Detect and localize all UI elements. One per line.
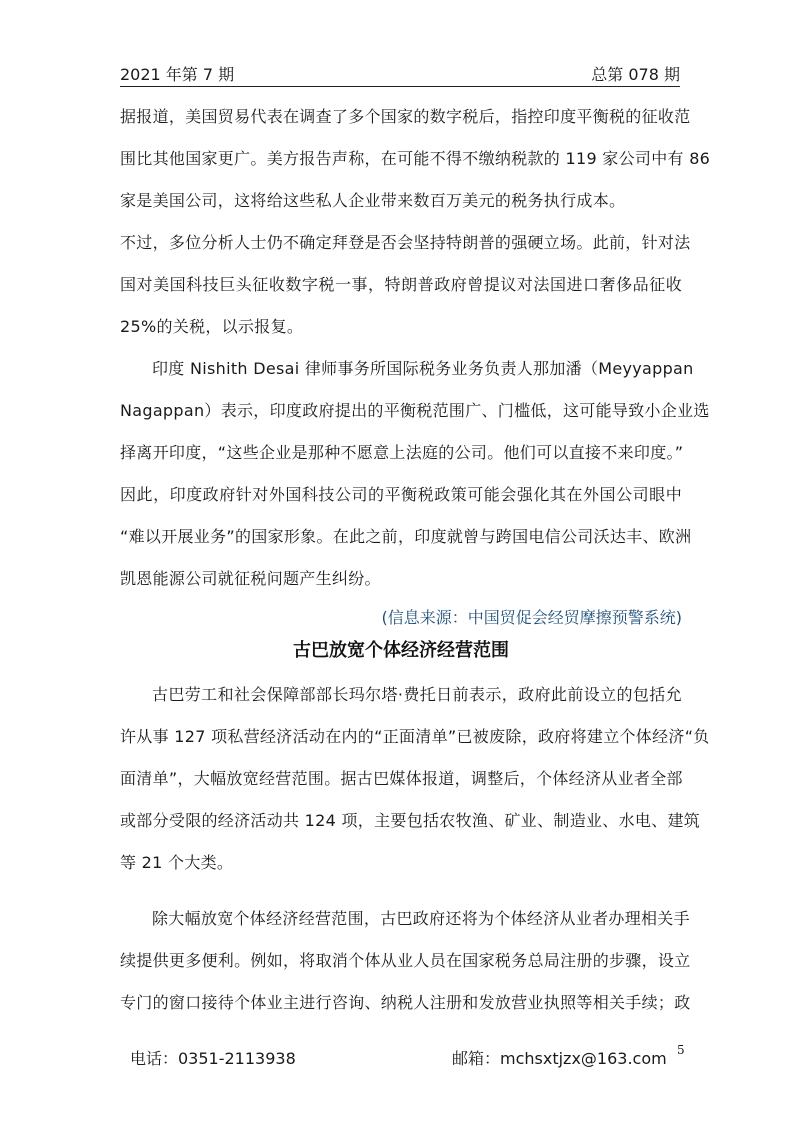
text-line: 除大幅放宽个体经济经营范围，古巴政府还将为个体经济从业者办理相关手 [152,909,690,928]
source-citation: (信息来源：中国贸促会经贸摩擦预警系统) [381,608,682,627]
text-line: 25%的关税，以示报复。 [120,317,304,336]
text-line: 因此，印度政府针对外国科技公司的平衡税政策可能会强化其在外国公司眼中 [120,485,682,504]
text-line: Nagappan）表示，印度政府提出的平衡税范围广、门槛低，这可能导致小企业选 [120,401,710,420]
text-line: 印度 Nishith Desai 律师事务所国际税务业务负责人那加潘（Meyyappan [152,359,694,378]
text-line: 家是美国公司，这将给这些私人企业带来数百万美元的税务执行成本。 [120,191,626,210]
paragraph-analysts [120,222,691,348]
text-line: “难以开展业务”的国家形象。在此之前，印度就曾与跨国电信公司沃达丰、欧洲 [120,527,692,546]
issue-label: 2021 年第 7 期 [120,65,235,84]
text-line: 围比其他国家更广。美方报告声称，在可能不得不缴纳税款的 119 家公司中有 86 [120,149,711,168]
paragraph-cuba-facilitation [120,898,691,1024]
paragraph-gap [120,884,682,898]
total-issue-label: 总第 078 期 [591,65,680,84]
article-title: 古巴放宽个体经济经营范围 [293,640,509,661]
paragraph-nishith-desai [120,348,710,600]
page-content [120,96,711,1024]
page-header [120,58,680,87]
text-line: 不过，多位分析人士仍不确定拜登是否会坚持特朗普的强硬立场。此前，针对法 [120,233,691,252]
text-line: 国对美国科技巨头征收数字税一事，特朗普政府曾提议对法国进口奢侈品征收 [120,275,682,294]
text-line: 许从事 127 项私营经济活动在内的“正面清单”已被废除，政府将建立个体经济“负 [120,727,710,746]
text-line: 或部分受限的经济活动共 124 项，主要包括农牧渔、矿业、制造业、水电、建筑 [120,811,701,830]
text-line: 续提供更多便利。例如，将取消个体从业人员在国家税务总局注册的步骤，设立 [120,951,691,970]
footer-email: 邮箱：mchsxtjzx@163.com [452,1049,667,1068]
footer-phone: 电话：0351-2113938 [130,1049,296,1068]
page-number: 5 [677,1043,685,1057]
paragraph-cuba-negative-list [120,674,710,884]
text-line: 面清单”，大幅放宽经营范围。据古巴媒体报道，调整后，个体经济从业者全部 [120,769,683,788]
text-line: 择离开印度，“这些企业是那种不愿意上法庭的公司。他们可以直接不来印度。” [120,443,684,462]
text-line: 等 21 个大类。 [120,853,234,872]
text-line: 凯恩能源公司就征税问题产生纠纷。 [120,569,381,588]
text-line: 专门的窗口接待个体业主进行咨询、纳税人注册和发放营业执照等相关手续；政 [120,993,691,1012]
paragraph-us-trade-report [120,96,711,222]
text-line: 古巴劳工和社会保障部部长玛尔塔·费托日前表示，政府此前设立的包括允 [152,685,682,704]
text-line: 据报道，美国贸易代表在调查了多个国家的数字税后，指控印度平衡税的征收范 [120,107,691,126]
